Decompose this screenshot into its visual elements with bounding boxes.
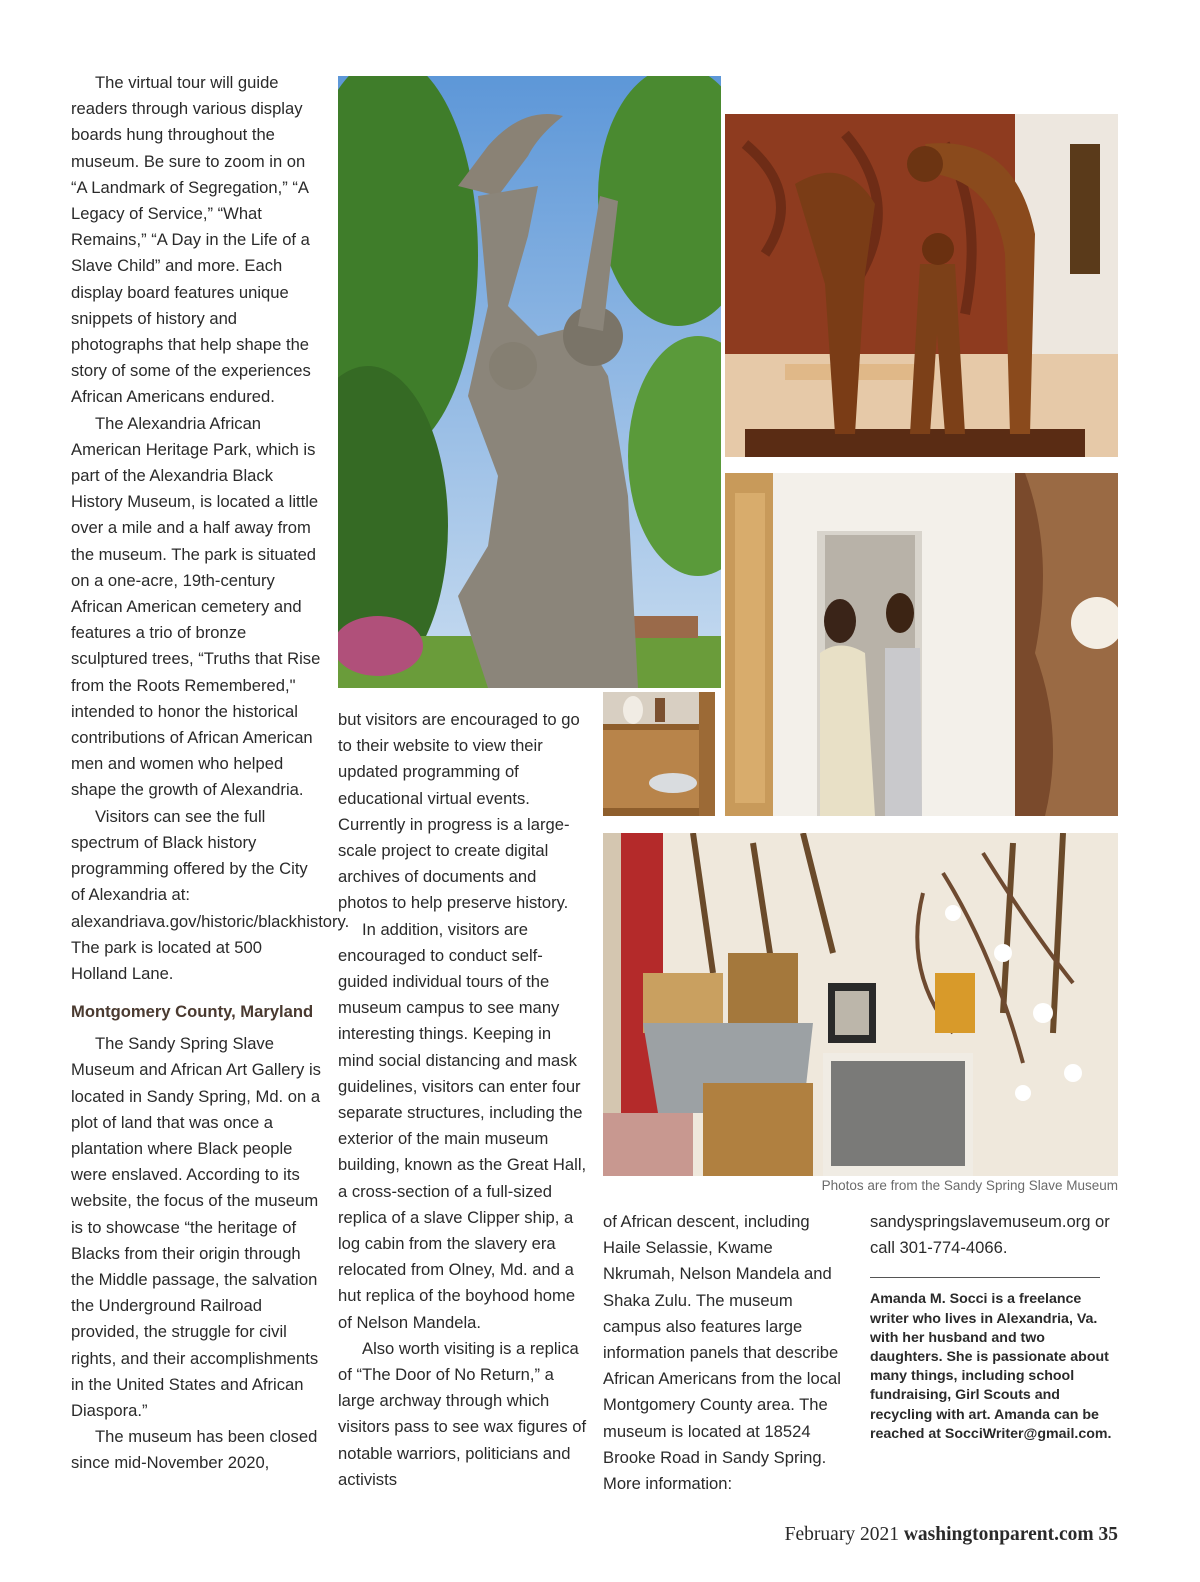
paragraph: sandyspringslavemuseum.org or call 301-774-4066. <box>870 1212 1110 1258</box>
section-heading: Montgomery County, Maryland <box>71 1002 314 1022</box>
paragraph: In addition, visitors are encouraged to conduct self-guided individual tours of the museum campus to see many interesting things. Keeping in mind social distancing and mask guidelines, visitors can enter four separate structures, including the exterior of the main museum building, known as the Great Hall, a cross-section of a full-sized replica of a slave Clipper ship, a log cabin from the slavery era relocated from Olney, Md. and a hut replica of the boyhood home of Nelson Mandela. <box>338 919 587 1332</box>
wax-figures-photo <box>725 473 1118 816</box>
washboard-display-photo <box>603 833 1118 1176</box>
issue-date: February 2021 <box>784 1524 899 1545</box>
page-number: 35 <box>1098 1524 1118 1545</box>
article-column-3 <box>603 1209 848 1497</box>
author-bio: Amanda M. Socci is a freelance writer who lives in Alexandria, Va. with her husband and two daughters. She is passionate about many things, including school fundraising, Girl Scouts and recycling with art. Amanda can be reached at SocciWriter@gmail.com. <box>870 1291 1112 1442</box>
website: washingtonparent.com <box>903 1524 1094 1545</box>
paragraph: Visitors can see the full spectrum of Black history programming offered by the City of Alexandria at: alexandriava.gov/historic/blackhistory. The park is located at 500 Holland Lane. <box>71 806 350 983</box>
page-footer <box>785 1524 1118 1546</box>
paragraph: The Alexandria African American Heritage Park, which is part of the Alexandria Black History Museum, is located a little over a mile and a half away from the museum. The park is situated on a one-acre, 19th-century African American cemetery and features a trio of bronze sculptured trees, “Truths that Rise from the Roots Remembered," intended to honor the historical contributions of African American men and women who helped shape the growth of Alexandria. <box>71 413 321 800</box>
divider <box>870 1277 1100 1278</box>
paragraph: The virtual tour will guide readers through various display boards hung throughout the museum. Be sure to zoom in on “A Landmark of Segregation,” “A Legacy of Service,” “What Remains,” “A Day in the Life of a Slave Child” and more. Each display board features unique snippets of history and photographs that help shape the story of some of the experiences African Americans endured. <box>71 73 311 407</box>
paragraph: Also worth visiting is a replica of “The Door of No Return,” a large archway through which visitors pass to see wax figures of notable warriors, politicians and activists <box>338 1338 587 1489</box>
statue-photo <box>338 76 725 692</box>
paragraph: of African descent, including Haile Selassie, Kwame Nkrumah, Nelson Mandela and Shaka Zulu. The museum campus also features large information panels that describe African Americans from the local Montgomery County area. The museum is located at 18524 Brooke Road in Sandy Spring. More information: <box>603 1212 841 1494</box>
paragraph: The museum has been closed since mid-November 2020, <box>71 1427 318 1473</box>
article-column-4 <box>870 1209 1115 1444</box>
paragraph: but visitors are encouraged to go to their website to view their updated programming of educational virtual events. Currently in progress is a large-scale project to create digital archives of documents and photos to help preserve history. <box>338 710 580 913</box>
paragraph: The Sandy Spring Slave Museum and African Art Gallery is located in Sandy Spring, Md. on a plot of land that was once a plantation where Black people were enslaved. According to its website, the focus of the museum is to showcase “the heritage of Blacks from their origin through the Middle passage, the salvation the Underground Railroad provided, the struggle for civil rights, and their accomplishments in the United States and African Diaspora.” <box>71 1034 321 1420</box>
wood-carving-photo <box>725 114 1118 457</box>
photo-caption: Photos are from the Sandy Spring Slave Museum <box>821 1178 1118 1193</box>
article-column-1 <box>71 70 350 1477</box>
shelf-photo <box>603 688 715 816</box>
article-column-2 <box>338 707 588 1493</box>
